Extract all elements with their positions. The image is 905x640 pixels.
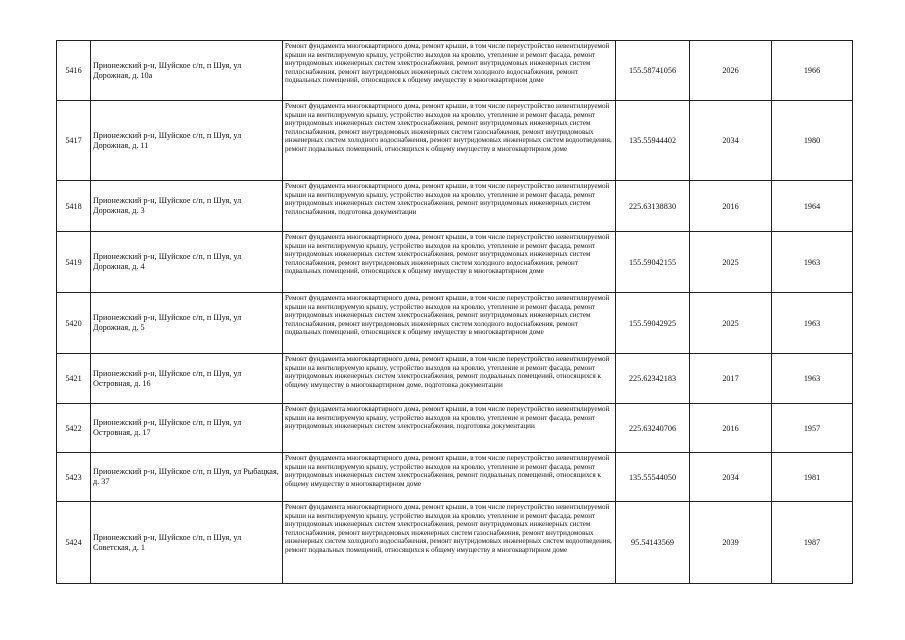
row-address: Прионежский р-н, Шуйское с/п, п Шуя, ул Дорожная, д. 11 bbox=[91, 101, 283, 181]
row-address: Прионежский р-н, Шуйское с/п, п Шуя, ул Рыбацкая, д. 37 bbox=[91, 453, 283, 502]
row-built-year: 1987 bbox=[772, 502, 853, 584]
row-built-year: 1981 bbox=[772, 453, 853, 502]
row-value: 225.63240706 bbox=[616, 404, 690, 453]
row-works: Ремонт фундамента многоквартирного дома, ремонт крыши, в том числе переустройство невентилируемой крыши на вентилируемую крышу, устройство выходов на кровлю, утепление и ремонт фасада, ремонт внутридомовых инженерных систем электроснабжения, ремонт подвальных помещений, относящихся к общему имуществу в многоквартирном доме bbox=[283, 453, 616, 502]
row-value: 155.59042155 bbox=[616, 232, 690, 293]
row-works: Ремонт фундамента многоквартирного дома, ремонт крыши, в том числе переустройство невентилируемой крыши на вентилируемую крышу, устройство выходов на кровлю, утепление и ремонт фасада, ремонт внутридомовых инженерных систем электроснабжения, ремонт внутридомовых инженерных систем теплоснабжения, подготовка документации bbox=[283, 181, 616, 232]
row-number: 5419 bbox=[57, 232, 91, 293]
row-works: Ремонт фундамента многоквартирного дома, ремонт крыши, в том числе переустройство невентилируемой крыши на вентилируемую крышу, устройство выходов на кровлю, утепление и ремонт фасада, ремонт внутридомовых инженерных систем электроснабжения, подготовка документации bbox=[283, 404, 616, 453]
row-year: 2034 bbox=[690, 453, 772, 502]
row-works: Ремонт фундамента многоквартирного дома, ремонт крыши, в том числе переустройство невентилируемой крыши на вентилируемую крышу, устройство выходов на кровлю, утепление и ремонт фасада, ремонт внутридомовых инженерных систем электроснабжения, ремонт внутридомовых инженерных систем теплоснабжения, ремонт внутридомовых инженерных систем холодного водоснабжения, ремонт подвальных помещений, относящихся к общему имуществу в многоквартирном доме bbox=[283, 41, 616, 101]
row-number: 5416 bbox=[57, 41, 91, 101]
document-page bbox=[56, 40, 852, 584]
row-works: Ремонт фундамента многоквартирного дома, ремонт крыши, в том числе переустройство невентилируемой крыши на вентилируемую крышу, устройство выходов на кровлю, утепление и ремонт фасада, ремонт внутридомовых инженерных систем электроснабжения, ремонт внутридомовых инженерных систем теплоснабжения, ремонт внутридомовых инженерных систем холодного водоснабжения, ремонт подвальных помещений, относящихся к общему имуществу в многоквартирном доме bbox=[283, 293, 616, 354]
row-value: 95.54143569 bbox=[616, 502, 690, 584]
row-works: Ремонт фундамента многоквартирного дома, ремонт крыши, в том числе переустройство невентилируемой крыши на вентилируемую крышу, устройство выходов на кровлю, утепление и ремонт фасада, ремонт внутридомовых инженерных систем электроснабжения, ремонт подвальных помещений, относящихся к общему имуществу в многоквартирном доме, подготовка документации bbox=[283, 354, 616, 404]
row-built-year: 1963 bbox=[772, 232, 853, 293]
row-value: 155.59042925 bbox=[616, 293, 690, 354]
table-row bbox=[57, 101, 853, 181]
row-number: 5417 bbox=[57, 101, 91, 181]
row-number: 5421 bbox=[57, 354, 91, 404]
row-year: 2016 bbox=[690, 404, 772, 453]
row-built-year: 1964 bbox=[772, 181, 853, 232]
row-number: 5418 bbox=[57, 181, 91, 232]
table-row bbox=[57, 354, 853, 404]
row-address: Прионежский р-н, Шуйское с/п, п Шуя, ул Дорожная, д. 4 bbox=[91, 232, 283, 293]
row-year: 2039 bbox=[690, 502, 772, 584]
row-year: 2026 bbox=[690, 41, 772, 101]
table-row bbox=[57, 41, 853, 101]
row-address: Прионежский р-н, Шуйское с/п, п Шуя, ул Дорожная, д. 5 bbox=[91, 293, 283, 354]
repair-program-table bbox=[56, 40, 853, 584]
row-number: 5424 bbox=[57, 502, 91, 584]
row-works: Ремонт фундамента многоквартирного дома, ремонт крыши, в том числе переустройство невентилируемой крыши на вентилируемую крышу, устройство выходов на кровлю, утепление и ремонт фасада, ремонт внутридомовых инженерных систем электроснабжения, ремонт внутридомовых инженерных систем теплоснабжения, ремонт внутридомовых инженерных систем газоснабжения, ремонт внутридомовых инженерных систем холодного водоснабжения, ремонт внутридомовых инженерных систем водоотведения, ремонт подвальных помещений, относящихся к общему имуществу в многоквартирном доме bbox=[283, 101, 616, 181]
row-year: 2016 bbox=[690, 181, 772, 232]
table-row bbox=[57, 232, 853, 293]
row-value: 155.58741056 bbox=[616, 41, 690, 101]
row-address: Прионежский р-н, Шуйское с/п, п Шуя, ул Островная, д. 17 bbox=[91, 404, 283, 453]
row-year: 2034 bbox=[690, 101, 772, 181]
row-built-year: 1980 bbox=[772, 101, 853, 181]
row-built-year: 1957 bbox=[772, 404, 853, 453]
row-address: Прионежский р-н, Шуйское с/п, п Шуя, ул Дорожная, д. 10а bbox=[91, 41, 283, 101]
table-row bbox=[57, 293, 853, 354]
row-address: Прионежский р-н, Шуйское с/п, п Шуя, ул Островная, д. 16 bbox=[91, 354, 283, 404]
row-address: Прионежский р-н, Шуйское с/п, п Шуя, ул Дорожная, д. 3 bbox=[91, 181, 283, 232]
row-value: 225.63138830 bbox=[616, 181, 690, 232]
row-value: 135.55544050 bbox=[616, 453, 690, 502]
row-number: 5422 bbox=[57, 404, 91, 453]
row-built-year: 1966 bbox=[772, 41, 853, 101]
table-row bbox=[57, 181, 853, 232]
row-works: Ремонт фундамента многоквартирного дома, ремонт крыши, в том числе переустройство невентилируемой крыши на вентилируемую крышу, устройство выходов на кровлю, утепление и ремонт фасада, ремонт внутридомовых инженерных систем электроснабжения, ремонт внутридомовых инженерных систем теплоснабжения, ремонт внутридомовых инженерных систем газоснабжения, ремонт внутридомовых инженерных систем холодного водоснабжения, ремонт внутридомовых инженерных систем водоотведения, ремонт подвальных помещений, относящихся к общему имуществу в многоквартирном доме bbox=[283, 502, 616, 584]
row-built-year: 1963 bbox=[772, 293, 853, 354]
row-value: 135.55944402 bbox=[616, 101, 690, 181]
row-year: 2025 bbox=[690, 232, 772, 293]
row-works: Ремонт фундамента многоквартирного дома, ремонт крыши, в том числе переустройство невентилируемой крыши на вентилируемую крышу, устройство выходов на кровлю, утепление и ремонт фасада, ремонт внутридомовых инженерных систем электроснабжения, ремонт внутридомовых инженерных систем теплоснабжения, ремонт внутридомовых инженерных систем холодного водоснабжения, ремонт подвальных помещений, относящихся к общему имуществу в многоквартирном доме bbox=[283, 232, 616, 293]
row-year: 2025 bbox=[690, 293, 772, 354]
row-year: 2017 bbox=[690, 354, 772, 404]
row-number: 5420 bbox=[57, 293, 91, 354]
row-address: Прионежский р-н, Шуйское с/п, п Шуя, ул Советская, д. 1 bbox=[91, 502, 283, 584]
table-row bbox=[57, 404, 853, 453]
table-row bbox=[57, 453, 853, 502]
row-number: 5423 bbox=[57, 453, 91, 502]
row-value: 225.62342183 bbox=[616, 354, 690, 404]
row-built-year: 1963 bbox=[772, 354, 853, 404]
table-row bbox=[57, 502, 853, 584]
